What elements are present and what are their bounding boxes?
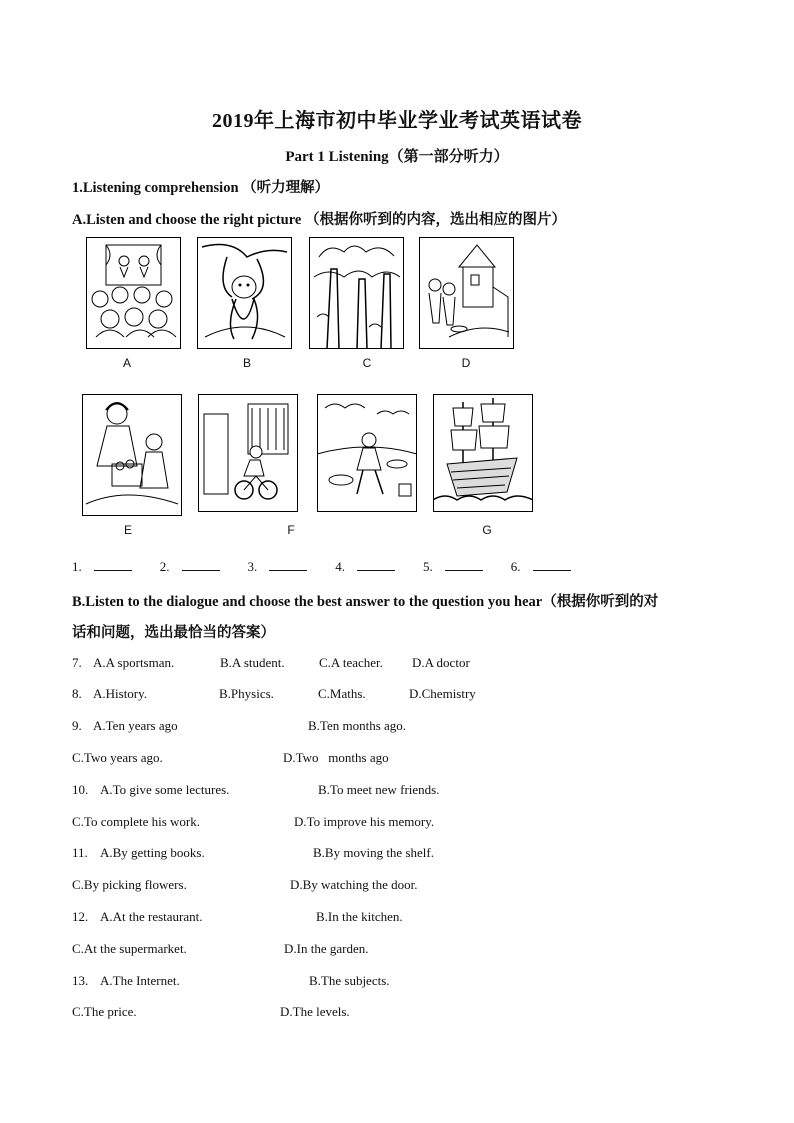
question-12-option-a[interactable]: A.At the restaurant. [100, 909, 203, 924]
question-11-option-b[interactable]: B.By moving the shelf. [313, 845, 434, 860]
question-10-option-b[interactable]: B.To meet new friends. [318, 782, 440, 797]
puppet-show-icon [86, 237, 181, 349]
question-11-option-a[interactable]: A.By getting books. [100, 845, 205, 860]
picture-label-g: G [482, 523, 492, 537]
question-8-option-b[interactable]: B.Physics. [219, 686, 274, 701]
question-13-option-b[interactable]: B.The subjects. [309, 973, 390, 988]
picture-label-f: F [287, 523, 295, 537]
question-12-option-b[interactable]: B.In the kitchen. [316, 909, 403, 924]
answer-blank-3[interactable]: 3. [248, 559, 320, 574]
question-7-option-a[interactable]: A.A sportsman. [93, 655, 175, 670]
question-11-option-d[interactable]: D.By watching the door. [290, 877, 418, 892]
question-8-option-d[interactable]: D.Chemistry [409, 686, 476, 701]
picture-c [309, 237, 404, 349]
sailing-ship-icon [433, 394, 533, 512]
picture-label-c: C [362, 356, 372, 370]
question-11-option-c[interactable]: C.By picking flowers. [72, 877, 187, 892]
question-7-number: 7. [72, 655, 82, 670]
section-a-instruction: A.Listen and choose the right picture （根据你听到的内容，选出相应的图片） [72, 212, 566, 228]
answer-blanks-row [72, 558, 595, 576]
question-7-option-b[interactable]: B.A student. [220, 655, 285, 670]
answer-blank-2[interactable]: 2. [160, 559, 232, 574]
section-b-instruction-line2: 话和问题，选出最恰当的答案） [72, 625, 275, 641]
boy-bicycle-icon [198, 394, 298, 512]
question-13-option-a[interactable]: A.The Internet. [100, 973, 180, 988]
question-13-option-d[interactable]: D.The levels. [280, 1004, 350, 1019]
question-10-option-d[interactable]: D.To improve his memory. [294, 814, 435, 829]
page-title: 2019年上海市初中毕业学业考试英语试卷 [212, 110, 582, 132]
question-12-number: 12. [72, 909, 89, 924]
question-9-option-a[interactable]: A.Ten years ago [93, 718, 178, 733]
answer-blank-5[interactable]: 5. [423, 559, 495, 574]
section-listening-comprehension: 1.Listening comprehension （听力理解） [72, 180, 330, 196]
house-children-icon [419, 237, 514, 349]
question-13-option-c[interactable]: C.The price. [72, 1004, 137, 1019]
answer-blank-6[interactable]: 6. [511, 559, 583, 574]
question-13-number: 13. [72, 973, 89, 988]
question-12-option-d[interactable]: D.In the garden. [284, 941, 369, 956]
question-10-option-c[interactable]: C.To complete his work. [72, 814, 200, 829]
picture-d [419, 237, 514, 349]
picture-b [197, 237, 292, 349]
question-11-number: 11. [72, 845, 88, 860]
orangutan-icon [197, 237, 292, 349]
answer-blank-1[interactable]: 1. [72, 559, 144, 574]
question-9-option-b[interactable]: B.Ten months ago. [308, 718, 407, 733]
part-heading: Part 1 Listening（第一部分听力） [285, 149, 509, 165]
answer-blank-4[interactable]: 4. [335, 559, 407, 574]
question-7-option-d[interactable]: D.A doctor [412, 655, 470, 670]
picture-label-d: D [461, 356, 471, 370]
picture-g [317, 394, 417, 512]
picture-label-b: B [242, 356, 251, 370]
question-8-option-c[interactable]: C.Maths. [318, 686, 366, 701]
question-12-option-c[interactable]: C.At the supermarket. [72, 941, 187, 956]
question-9-option-c[interactable]: C.Two years ago. [72, 750, 163, 765]
question-7-option-c[interactable]: C.A teacher. [319, 655, 383, 670]
question-9-option-d[interactable]: D.Two months ago [283, 750, 389, 765]
picture-a [86, 237, 181, 349]
question-9-number: 9. [72, 718, 82, 733]
picture-label-a: A [122, 356, 131, 370]
forest-icon [309, 237, 404, 349]
question-10-number: 10. [72, 782, 89, 797]
mother-daughter-icon [82, 394, 182, 516]
picture-e [82, 394, 182, 516]
section-b-instruction-line1: B.Listen to the dialogue and choose the best answer to the question you hear（根据你听到的对 [72, 594, 659, 610]
picture-f [198, 394, 298, 512]
question-8-option-a[interactable]: A.History. [93, 686, 148, 701]
question-10-option-a[interactable]: A.To give some lectures. [100, 782, 230, 797]
beach-boy-icon [317, 394, 417, 512]
question-8-number: 8. [72, 686, 82, 701]
picture-label-e: E [123, 523, 132, 537]
picture-h [433, 394, 533, 512]
